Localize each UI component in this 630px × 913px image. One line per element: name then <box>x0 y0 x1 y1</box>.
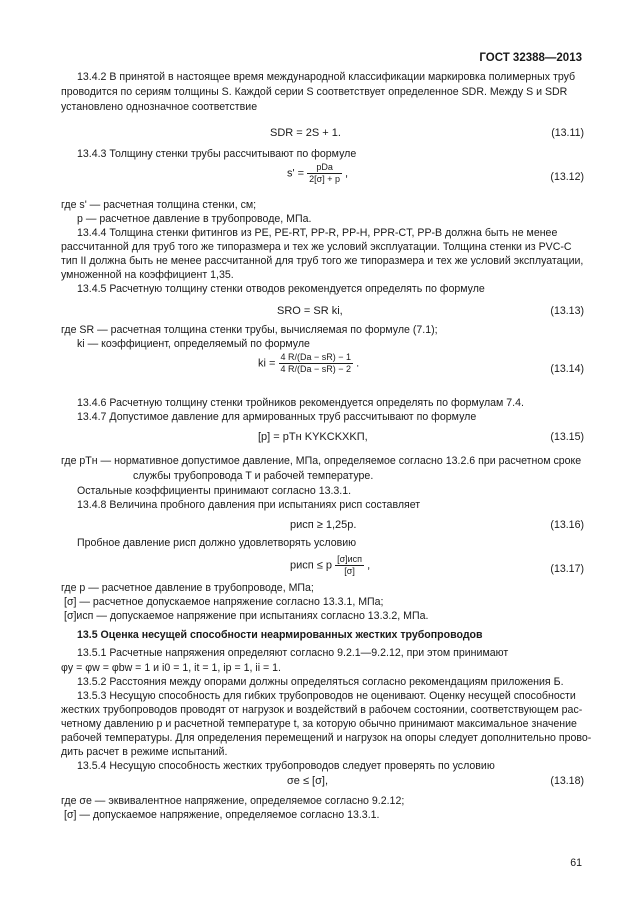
equation-13-18: σe ≤ [σ], <box>287 775 329 787</box>
eq13-12-tail: , <box>345 167 349 180</box>
para-13-5-2: 13.5.2 Расстояния между опорами должны определяться согласно рекомендациям приложения Б. <box>77 676 564 688</box>
eq13-12-lhs: s' = <box>287 167 305 180</box>
where-line-p: p — расчетное давление в трубопроводе, МПа. <box>77 213 312 225</box>
eq13-12-numerator: pDa <box>307 162 342 174</box>
document-code: ГОСТ 32388—2013 <box>479 52 582 64</box>
equation-number-13-16: (13.16) <box>550 519 584 531</box>
para-13-4-3: 13.4.3 Толщину стенки трубы рассчитывают по формуле <box>77 148 357 160</box>
equation-13-14 <box>258 352 359 375</box>
para-13-4-5: 13.4.5 Расчетную толщину стенки отводов рекомендуется определять по формуле <box>77 283 485 295</box>
para-13-4-6: 13.4.6 Расчетную толщину стенки тройников рекомендуется определять по формулам 7.4. <box>77 397 524 409</box>
equation-13-11: SDR = 2S + 1. <box>270 127 341 139</box>
where-line-s: где s' — расчетная толщина стенки, см; <box>61 199 257 211</box>
page-number: 61 <box>570 857 582 869</box>
equation-number-13-15: (13.15) <box>550 431 584 443</box>
equation-number-13-18: (13.18) <box>550 775 584 787</box>
para-13-4-7: 13.4.7 Допустимое давление для армированных труб рассчитывают по формуле <box>77 411 477 423</box>
eq13-14-tail: . <box>356 357 360 370</box>
equation-13-15: [p] = pTн KYKCKXKП, <box>258 431 368 443</box>
equation-13-13: SRO = SR ki, <box>277 305 343 317</box>
equation-number-13-14: (13.14) <box>550 363 584 375</box>
eq13-17-numerator: [σ]исп <box>337 554 363 564</box>
eq13-14-lhs: ki = <box>258 357 276 370</box>
eq13-14-numerator: 4 R/(Da − sR) − 1 <box>280 352 352 362</box>
eq13-12-denominator: 2[σ] + p <box>309 174 340 184</box>
para-13-5-1-line2: φy = φw = φbw = 1 и i0 = 1, it = 1, ip = 1, ii = 1. <box>61 662 281 674</box>
para-13-5-4: 13.5.4 Несущую способность жестких трубопроводов следует проверять по условию <box>77 760 495 772</box>
where-line-pt: где pTн — нормативное допустимое давление, МПа, определяемое согласно 13.2.6 при расчетном сроке <box>61 455 582 467</box>
para-13-4-2-line3: установлено однозначное соответствие <box>61 101 258 113</box>
section-heading-13-5: 13.5 Оценка несущей способности неармированных жестких трубопроводов <box>77 629 483 641</box>
where-line-sigma: [σ] — расчетное допускаемое напряжение согласно 13.3.1, МПа; <box>64 596 384 608</box>
equation-number-13-12: (13.12) <box>550 171 584 183</box>
para-13-4-2-line1: 13.4.2 В принятой в настоящее время международной классификации маркировка полимерных труб <box>77 71 576 83</box>
equation-number-13-11: (13.11) <box>551 127 584 139</box>
where-line-ki: ki — коэффициент, определяемый по формуле <box>77 338 310 350</box>
equation-number-13-17: (13.17) <box>550 563 584 575</box>
where-line-pt-cont: службы трубопровода T и рабочей температуре. <box>133 470 374 482</box>
equation-13-17 <box>290 554 370 577</box>
where-line-p2: где p — расчетное давление в трубопроводе, МПа; <box>61 582 314 594</box>
equation-number-13-13: (13.13) <box>550 305 584 317</box>
equation-13-12 <box>287 162 348 185</box>
para-other-coefficients: Остальные коэффициенты принимают согласно 13.3.1. <box>77 485 352 497</box>
eq13-17-lhs: pисп ≤ p <box>290 559 332 572</box>
para-13-4-4-line4: умноженной на коэффициент 1,35. <box>61 269 234 281</box>
where-line-sigma-test: [σ]исп — допускаемое напряжение при испытаниях согласно 13.3.2, МПа. <box>64 610 429 622</box>
where-line-sigma-e: где σe — эквивалентное напряжение, определяемое согласно 9.2.12; <box>61 795 405 807</box>
para-13-5-3-line5: дить расчет в режиме испытаний. <box>61 746 228 758</box>
eq13-14-denominator: 4 R/(Da − sR) − 2 <box>280 364 352 374</box>
para-13-5-3-line2: жестких трубопроводов проводят от нагрузок и воздействий в рабочем состоянии, соответствующем рас- <box>61 704 583 716</box>
para-13-5-3-line3: четному давлению p и расчетной температуре t, за которую обычно принимают максимальное значение <box>61 718 577 730</box>
eq13-14-fraction <box>279 352 354 375</box>
para-13-4-4-line1: 13.4.4 Толщина стенки фитингов из PE, PE-RT, PP-R, PP-H, PPR-CT, PP-B должна быть не менее <box>77 227 558 239</box>
para-13-4-2-line2: проводится по сериям толщины S. Каждой серии S соответствует определенное SDR. Между S и SDR <box>61 86 568 98</box>
para-13-4-4-line3: тип II должна быть не менее рассчитанной для труб того же типоразмера и тех же условий эксплуатации, <box>61 255 584 267</box>
equation-13-16: pисп ≥ 1,25p. <box>290 519 357 531</box>
where-line-sigma-allow: [σ] — допускаемое напряжение, определяемое согласно 13.3.1. <box>64 809 380 821</box>
para-13-5-3-line4: рабочей температуры. Для определения перемещений и нагрузок на опоры следует дополнительно прово- <box>61 732 592 744</box>
eq13-17-denominator: [σ] <box>344 566 355 576</box>
eq13-12-fraction <box>307 162 342 185</box>
para-test-pressure: Пробное давление pисп должно удовлетворять условию <box>77 537 357 549</box>
eq13-17-fraction <box>335 554 364 577</box>
para-13-5-3-line1: 13.5.3 Несущую способность для гибких трубопроводов не оценивают. Оценку несущей способности <box>77 690 576 702</box>
eq13-17-tail: , <box>367 559 371 572</box>
para-13-4-8: 13.4.8 Величина пробного давления при испытаниях pисп составляет <box>77 499 421 511</box>
where-line-sr: где SR — расчетная толщина стенки трубы, вычисляемая по формуле (7.1); <box>61 324 438 336</box>
para-13-5-1-line1: 13.5.1 Расчетные напряжения определяют согласно 9.2.1—9.2.12, при этом принимают <box>77 647 509 659</box>
para-13-4-4-line2: рассчитанной для труб того же типоразмера и тех же условий эксплуатации. Толщина стенки из PVC-C <box>61 241 572 253</box>
